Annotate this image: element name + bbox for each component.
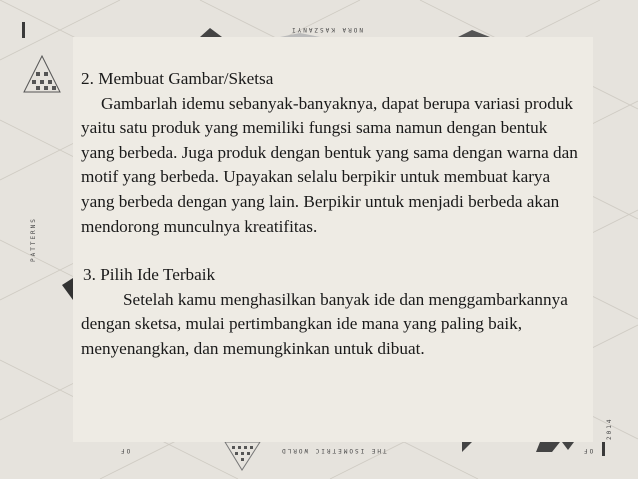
bottom-label-right: OF [582,447,594,454]
section-2-body: Gambarlah idemu sebanyak-banyaknya, dapat berupa variasi produk yaitu satu produk yang memiliki fungsi sama namun dengan bentuk yang berbeda. Juga produk dengan bentuk yang sama dengan warna dan motif yang berbeda. Upayakan selalu berpikir untuk membuat karya yang berbeda dengan yang lain. Berpikir untuk menjadi berbeda akan mendorong munculnya kreatifitas. [81,93,578,236]
bottom-label-mid: THE ISOMETRIC WORLD [280,447,387,454]
bottom-label-left: OF [119,447,131,454]
top-label: NORA KASZANYI [290,26,363,33]
year-label: 2014 [606,417,613,440]
bottom-pattern-icon [225,442,260,470]
content-panel [73,37,593,442]
section-3-body: Setelah kamu menghasilkan banyak ide dan menggambarkannya dengan sketsa, mulai pertimbangkan ide mana yang paling baik, menyenangkan, dan memungkinkan untuk dibuat. [81,289,568,358]
corner-mark-icon [602,442,605,456]
stripe-pattern-icon [462,442,574,452]
section-3-title: 3. Pilih Ide Terbaik [83,265,216,285]
dark-shape-icon [200,28,222,37]
section-2-title: 2. Membuat Gambar/Sketsa [81,69,274,88]
triangle-pattern-icon [24,56,60,92]
dark-shape-icon [458,30,490,37]
corner-mark-icon [22,22,25,38]
left-label: PATTERNS [30,217,37,262]
dark-shape-icon [62,278,73,300]
